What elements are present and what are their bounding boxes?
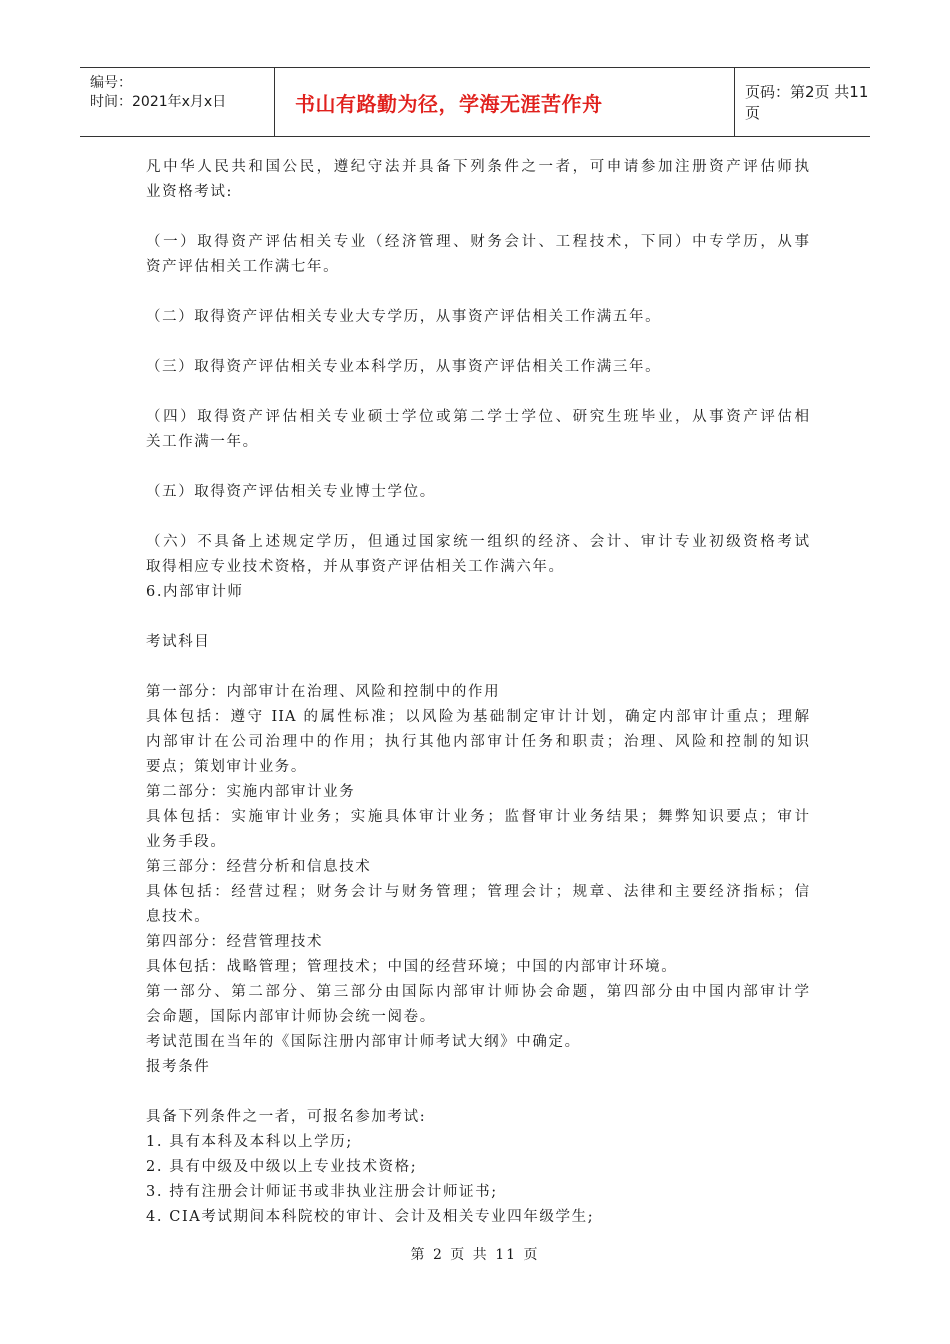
body-text-line: 会命题，国际内部审计师协会统一阅卷。 [146,1009,436,1025]
body-text-line: 内部审计在公司治理中的作用；执行其他内部审计任务和职责；治理、风险和控制的知识 [146,734,810,750]
body-text-line: 具体包括：遵守 IIA 的属性标准；以风险为基础制定审计计划，确定内部审计重点；理解 [146,709,810,725]
body-text-line: 6.内部审计师 [146,584,244,600]
body-text-line: 报考条件 [146,1059,211,1075]
body-text-line: 资产评估相关工作满七年。 [146,259,340,275]
body-text-line: 第二部分：实施内部审计业务 [146,784,356,800]
page-header [80,67,870,137]
body-text-line: 第一部分、第二部分、第三部分由国际内部审计师协会命题，第四部分由中国内部审计学 [146,984,810,1000]
blank-line [146,455,810,480]
blank-line [146,380,810,405]
body-text-line: 考试科目 [146,634,211,650]
doc-date-label: 时间：2021年x月x日 [90,94,227,110]
body-text-line: 第四部分：经营管理技术 [146,934,324,950]
body-text-line: 息技术。 [146,909,211,925]
body-text-line: （四）取得资产评估相关专业硕士学位或第二学士学位、研究生班毕业，从事资产评估相 [146,409,810,425]
body-text-line: 2. 具有中级及中级以上专业技术资格; [146,1159,418,1175]
header-page-info: 页码：第2页 共11页 [745,83,869,122]
page-footer [0,1244,950,1264]
body-text-line: 具体包括：经营过程；财务会计与财务管理；管理会计；规章、法律和主要经济指标；信 [146,884,810,900]
blank-line [146,205,810,230]
body-text-line: 1. 具有本科及本科以上学历; [146,1134,353,1150]
body-text-line: 3. 持有注册会计师证书或非执业注册会计师证书; [146,1184,498,1200]
body-text-line: 具备下列条件之一者，可报名参加考试: [146,1109,427,1125]
body-text-line: 考试范围在当年的《国际注册内部审计师考试大纲》中确定。 [146,1034,581,1050]
body-text-line: 要点；策划审计业务。 [146,759,307,775]
footer-page-number: 第 2 页 共 11 页 [410,1247,540,1263]
blank-line [146,280,810,305]
header-motto: 书山有路勤为径，学海无涯苦作舟 [295,91,603,116]
blank-line [146,655,810,680]
body-text-line: 具体包括：战略管理；管理技术；中国的经营环境；中国的内部审计环境。 [146,959,678,975]
body-text-line: 第一部分：内部审计在治理、风险和控制中的作用 [146,684,501,700]
body-text-line: 业务手段。 [146,834,227,850]
blank-line [146,605,810,630]
doc-number-label: 编号： [90,75,132,91]
document-body [146,155,810,1230]
body-text-line: 具体包括：实施审计业务；实施具体审计业务；监督审计业务结果；舞弊知识要点；审计 [146,809,810,825]
body-text-line: 第三部分：经营分析和信息技术 [146,859,372,875]
header-motto-cell [275,68,735,136]
body-text-line: 取得相应专业技术资格，并从事资产评估相关工作满六年。 [146,559,565,575]
body-text-line: （二）取得资产评估相关专业大专学历，从事资产评估相关工作满五年。 [146,309,662,325]
body-text-line: 凡中华人民共和国公民，遵纪守法并具备下列条件之一者，可申请参加注册资产评估师执 [146,159,810,175]
blank-line [146,330,810,355]
body-text-line: （一）取得资产评估相关专业（经济管理、财务会计、工程技术，下同）中专学历，从事 [146,234,810,250]
blank-line [146,1080,810,1105]
body-text-line: 关工作满一年。 [146,434,259,450]
body-text-line: （五）取得资产评估相关专业博士学位。 [146,484,436,500]
body-text-line: 4. CIA考试期间本科院校的审计、会计及相关专业四年级学生; [146,1209,595,1225]
header-page-info-cell [735,68,870,136]
body-text-line: （六）不具备上述规定学历，但通过国家统一组织的经济、会计、审计专业初级资格考试 [146,534,810,550]
blank-line [146,505,810,530]
body-text-line: （三）取得资产评估相关专业本科学历，从事资产评估相关工作满三年。 [146,359,662,375]
body-text-line: 业资格考试: [146,184,233,200]
header-meta [80,68,275,136]
